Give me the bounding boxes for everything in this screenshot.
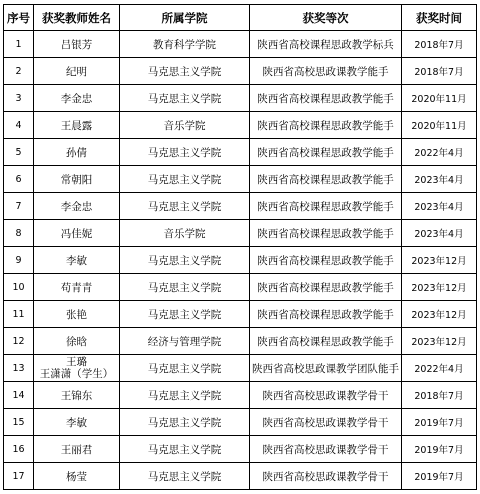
cell-teacher-name xyxy=(34,463,120,490)
teacher-name-text: 李敏 xyxy=(66,416,87,429)
cell-college: 马克思主义学院 xyxy=(120,382,250,409)
cell-teacher-name xyxy=(34,409,120,436)
cell-award-time: 2023年12月 xyxy=(402,301,477,328)
cell-award-time: 2023年12月 xyxy=(402,247,477,274)
cell-teacher-name xyxy=(34,301,120,328)
cell-award-time: 2019年7月 xyxy=(402,409,477,436)
table-row xyxy=(4,328,477,355)
cell-teacher-name xyxy=(34,220,120,247)
cell-award-level: 陕西省高校课程思政教学能手 xyxy=(250,166,402,193)
cell-college: 经济与管理学院 xyxy=(120,328,250,355)
cell-teacher-name xyxy=(34,247,120,274)
teacher-name-text: 王璐 xyxy=(66,356,87,368)
cell-award-level: 陕西省高校课程思政教学能手 xyxy=(250,193,402,220)
cell-teacher-name xyxy=(34,328,120,355)
cell-college: 马克思主义学院 xyxy=(120,58,250,85)
teacher-name-text: 王晨露 xyxy=(60,119,93,132)
cell-award-level: 陕西省高校思政课教学骨干 xyxy=(250,463,402,490)
table-row xyxy=(4,436,477,463)
teacher-name-text: 李金忠 xyxy=(60,200,93,213)
cell-award-time: 2018年7月 xyxy=(402,31,477,58)
cell-index: 6 xyxy=(4,166,34,193)
cell-award-time: 2022年4月 xyxy=(402,355,477,382)
cell-award-level: 陕西省高校课程思政教学能手 xyxy=(250,301,402,328)
cell-teacher-name xyxy=(34,166,120,193)
cell-college: 马克思主义学院 xyxy=(120,463,250,490)
cell-index: 2 xyxy=(4,58,34,85)
table-row xyxy=(4,139,477,166)
teacher-name-text: 王锦东 xyxy=(60,389,93,402)
cell-award-time: 2019年7月 xyxy=(402,436,477,463)
cell-college: 马克思主义学院 xyxy=(120,436,250,463)
teacher-name-text: 吕银芳 xyxy=(60,38,93,51)
teacher-name-text: 常朝阳 xyxy=(60,173,93,186)
cell-college: 马克思主义学院 xyxy=(120,409,250,436)
teacher-name-text: 徐晗 xyxy=(66,335,87,348)
cell-award-level: 陕西省高校课程思政教学能手 xyxy=(250,220,402,247)
cell-award-level: 陕西省高校课程思政教学能手 xyxy=(250,85,402,112)
header-college: 所属学院 xyxy=(120,5,250,31)
cell-award-level: 陕西省高校思政课教学骨干 xyxy=(250,436,402,463)
teacher-name-text: 李金忠 xyxy=(60,92,93,105)
cell-award-time: 2019年7月 xyxy=(402,463,477,490)
table-row xyxy=(4,220,477,247)
table-row xyxy=(4,463,477,490)
table-body xyxy=(4,31,477,490)
cell-award-level: 陕西省高校课程思政教学能手 xyxy=(250,274,402,301)
table-row xyxy=(4,301,477,328)
cell-award-time: 2023年12月 xyxy=(402,274,477,301)
header-award-time: 获奖时间 xyxy=(402,5,477,31)
cell-award-level: 陕西省高校课程思政教学能手 xyxy=(250,139,402,166)
table-row xyxy=(4,247,477,274)
cell-index: 4 xyxy=(4,112,34,139)
teacher-name-text: 纪明 xyxy=(66,65,87,78)
teacher-name-text: 冯佳妮 xyxy=(60,227,93,240)
cell-index: 5 xyxy=(4,139,34,166)
cell-award-time: 2018年7月 xyxy=(402,58,477,85)
cell-index: 11 xyxy=(4,301,34,328)
cell-index: 15 xyxy=(4,409,34,436)
cell-award-time: 2023年12月 xyxy=(402,328,477,355)
cell-award-level: 陕西省高校课程思政教学标兵 xyxy=(250,31,402,58)
cell-college: 马克思主义学院 xyxy=(120,193,250,220)
cell-teacher-name xyxy=(34,112,120,139)
cell-award-level: 陕西省高校课程思政教学能手 xyxy=(250,328,402,355)
cell-teacher-name xyxy=(34,382,120,409)
table-row xyxy=(4,112,477,139)
cell-index: 13 xyxy=(4,355,34,382)
table-row xyxy=(4,85,477,112)
cell-college: 马克思主义学院 xyxy=(120,85,250,112)
table-row xyxy=(4,274,477,301)
cell-index: 9 xyxy=(4,247,34,274)
table-row xyxy=(4,409,477,436)
cell-award-time: 2018年7月 xyxy=(402,382,477,409)
cell-college: 马克思主义学院 xyxy=(120,274,250,301)
table-row xyxy=(4,166,477,193)
cell-award-time: 2020年11月 xyxy=(402,85,477,112)
cell-teacher-name xyxy=(34,58,120,85)
cell-award-time: 2020年11月 xyxy=(402,112,477,139)
cell-teacher-name xyxy=(34,274,120,301)
teacher-name-text: 李敏 xyxy=(66,254,87,267)
teacher-name-text: 苟青青 xyxy=(60,281,93,294)
teacher-name-text: 王丽君 xyxy=(60,443,93,456)
cell-teacher-name xyxy=(34,139,120,166)
cell-award-time: 2023年4月 xyxy=(402,166,477,193)
cell-college: 马克思主义学院 xyxy=(120,301,250,328)
teacher-name-text: 王潇潇（学生） xyxy=(39,368,114,380)
award-table xyxy=(3,4,477,490)
cell-index: 16 xyxy=(4,436,34,463)
cell-index: 1 xyxy=(4,31,34,58)
cell-index: 7 xyxy=(4,193,34,220)
cell-award-time: 2023年4月 xyxy=(402,193,477,220)
cell-college: 马克思主义学院 xyxy=(120,355,250,382)
cell-college: 马克思主义学院 xyxy=(120,166,250,193)
table-row xyxy=(4,382,477,409)
cell-teacher-name xyxy=(34,193,120,220)
cell-college: 音乐学院 xyxy=(120,220,250,247)
teacher-name-text: 张艳 xyxy=(66,308,87,321)
cell-award-level: 陕西省高校课程思政教学能手 xyxy=(250,112,402,139)
teacher-name-text: 孙倩 xyxy=(66,146,87,159)
cell-index: 17 xyxy=(4,463,34,490)
teacher-name-text: 杨莹 xyxy=(66,470,87,483)
cell-award-time: 2023年4月 xyxy=(402,220,477,247)
cell-college: 教育科学学院 xyxy=(120,31,250,58)
cell-index: 14 xyxy=(4,382,34,409)
cell-award-level: 陕西省高校课程思政教学能手 xyxy=(250,247,402,274)
cell-award-level: 陕西省高校思政课教学骨干 xyxy=(250,382,402,409)
cell-college: 音乐学院 xyxy=(120,112,250,139)
table-row xyxy=(4,193,477,220)
cell-award-level: 陕西省高校思政课教学能手 xyxy=(250,58,402,85)
cell-index: 3 xyxy=(4,85,34,112)
cell-college: 马克思主义学院 xyxy=(120,139,250,166)
cell-college: 马克思主义学院 xyxy=(120,247,250,274)
cell-teacher-name xyxy=(34,85,120,112)
table-header-row xyxy=(4,5,477,31)
cell-award-level: 陕西省高校思政课教学骨干 xyxy=(250,409,402,436)
cell-index: 12 xyxy=(4,328,34,355)
table-row xyxy=(4,355,477,382)
header-teacher-name: 获奖教师姓名 xyxy=(34,5,120,31)
header-index: 序号 xyxy=(4,5,34,31)
cell-award-level: 陕西省高校思政课教学团队能手 xyxy=(250,355,402,382)
header-award-level: 获奖等次 xyxy=(250,5,402,31)
cell-award-time: 2022年4月 xyxy=(402,139,477,166)
cell-teacher-name xyxy=(34,31,120,58)
cell-index: 10 xyxy=(4,274,34,301)
cell-teacher-name xyxy=(34,355,120,382)
table-row xyxy=(4,58,477,85)
award-table-container xyxy=(3,4,476,490)
table-row xyxy=(4,31,477,58)
cell-index: 8 xyxy=(4,220,34,247)
cell-teacher-name xyxy=(34,436,120,463)
